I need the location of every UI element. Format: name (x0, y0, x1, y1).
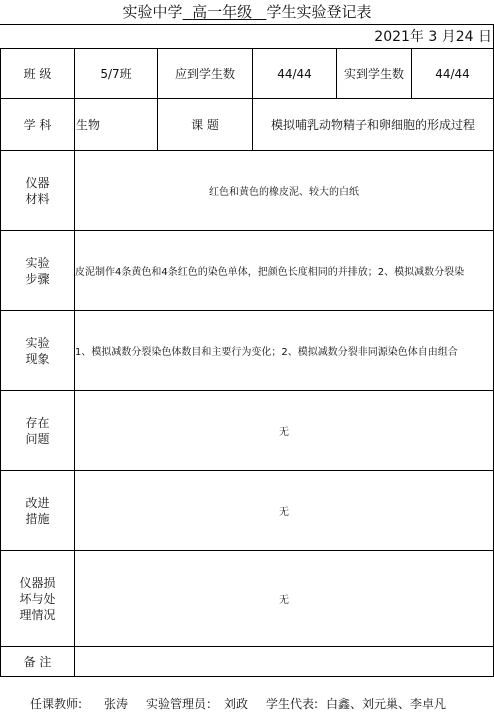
manager-name: 刘政 (224, 697, 249, 711)
signature-footer (0, 694, 494, 714)
manager-label: 实验管理员： (146, 697, 219, 711)
form-date: 2021年 3 月24 日 (374, 29, 492, 45)
student-rep-label: 学生代表: (266, 697, 319, 711)
teacher-label: 任课教师: (30, 697, 83, 711)
teacher-name: 张涛 (104, 697, 129, 711)
grade-name: 高一年级 (192, 3, 253, 21)
subject-label: 学 科 (23, 118, 52, 132)
remark-label: 备 注 (23, 655, 52, 669)
grid-line (0, 24, 494, 25)
subject-value: 生物 (76, 118, 101, 132)
materials-label: 仪器 材料 (25, 175, 50, 206)
damage-value: 无 (279, 595, 289, 606)
class-label: 班 级 (23, 67, 52, 81)
steps-label: 实验 步骤 (25, 255, 50, 286)
topic-label: 课 题 (191, 118, 219, 132)
materials-value: 红色和黄色的橡皮泥、较大的白纸 (209, 187, 359, 198)
phenomena-value: 1、模拟减数分裂染色体数目和主要行为变化；2、模拟减数分裂非同源染色体自由组合 (75, 347, 458, 358)
problems-label: 存在 问题 (25, 415, 50, 446)
form-title (0, 0, 494, 24)
student-rep-names: 白鑫、刘元巢、李卓凡 (326, 697, 447, 711)
steps-value: 皮泥制作4条黄色和4条红色的染色单体，把颜色长度相同的并排放；2、模拟减数分裂染 (75, 267, 465, 278)
topic-value: 模拟哺乳动物精子和卵细胞的形成过程 (270, 118, 475, 132)
damage-label: 仪器损 坏与处 理情况 (19, 575, 56, 622)
problems-value: 无 (279, 427, 289, 438)
expected-students-value: 44/44 (277, 66, 312, 81)
remark-value (75, 647, 493, 676)
expected-students-label: 应到学生数 (174, 67, 235, 81)
title-suffix: 学生实验登记表 (266, 3, 372, 21)
improvements-value: 无 (279, 507, 289, 518)
class-value: 5/7班 (100, 67, 132, 81)
actual-students-label: 实到学生数 (343, 67, 404, 81)
actual-students-value: 44/44 (435, 66, 470, 81)
improvements-label: 改进 措施 (25, 495, 50, 526)
phenomena-label: 实验 现象 (25, 335, 50, 366)
school-name: 实验中学 (122, 3, 183, 21)
